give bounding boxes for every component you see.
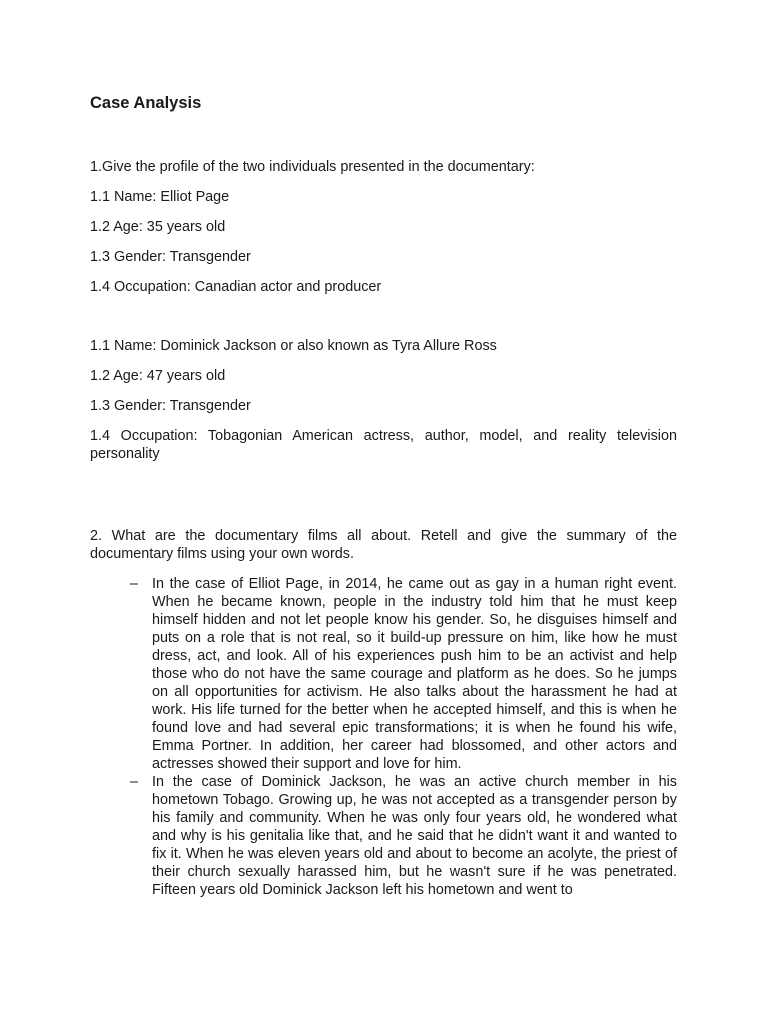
spacer xyxy=(90,475,677,527)
person1-name: 1.1 Name: Elliot Page xyxy=(90,189,230,205)
bullet-dash: – xyxy=(130,576,139,592)
spacer xyxy=(90,308,677,337)
summary-elliot-page: In the case of Elliot Page, in 2014, he came out as gay in a human right event. When he became known, people in the industry told him that he must keep himself hidden and not let people know his gender. So, he disguises himself and puts on a role that is not real, so it build-up pressure on him, like how he must dress, act, and look. All of his experiences push him to be an activist and help those who do not have the same courage and platform as he does. So he jumps on all opportunities for activism. He also talks about the harassment he had at work. His life turned for the better when he accepted himself, and this is when he found love and had several epic transformations; it is when he found his wife, Emma Portner. In addition, her career had blossomed, and other actors and actresses showed their support and love for him. xyxy=(152,576,677,772)
document-title: Case Analysis xyxy=(90,94,202,112)
question-2: 2. What are the documentary films all about. Retell and give the summary of the documentary films using your own words. xyxy=(90,528,677,562)
summary-dominick-jackson: In the case of Dominick Jackson, he was an active church member in his hometown Tobago. Growing up, he was not accepted as a transgender person by his family and community. When he was only four years old, he wondered what and why is his genitalia like that, and he said that he didn't want it and wanted to fix it. When he was eleven years old and about to become an acolyte, the priest of their church sexually harassed him, but he wasn't sure if he was penetrated. Fifteen years old Dominick Jackson left his hometown and went to xyxy=(152,774,677,898)
list-item xyxy=(90,773,677,899)
question-1: 1.Give the profile of the two individuals presented in the documentary: xyxy=(90,159,535,175)
person2-name: 1.1 Name: Dominick Jackson or also known as Tyra Allure Ross xyxy=(90,338,497,354)
document-page xyxy=(90,92,677,899)
person1-occupation: 1.4 Occupation: Canadian actor and producer xyxy=(90,279,382,295)
person2-age: 1.2 Age: 47 years old xyxy=(90,368,226,384)
person2-occupation: 1.4 Occupation: Tobagonian American actress, author, model, and reality television personality xyxy=(90,428,677,462)
list-item xyxy=(90,575,677,773)
person1-gender: 1.3 Gender: Transgender xyxy=(90,249,251,265)
person2-gender: 1.3 Gender: Transgender xyxy=(90,398,251,414)
summary-list xyxy=(90,575,677,899)
bullet-dash: – xyxy=(130,774,139,790)
person1-age: 1.2 Age: 35 years old xyxy=(90,219,226,235)
